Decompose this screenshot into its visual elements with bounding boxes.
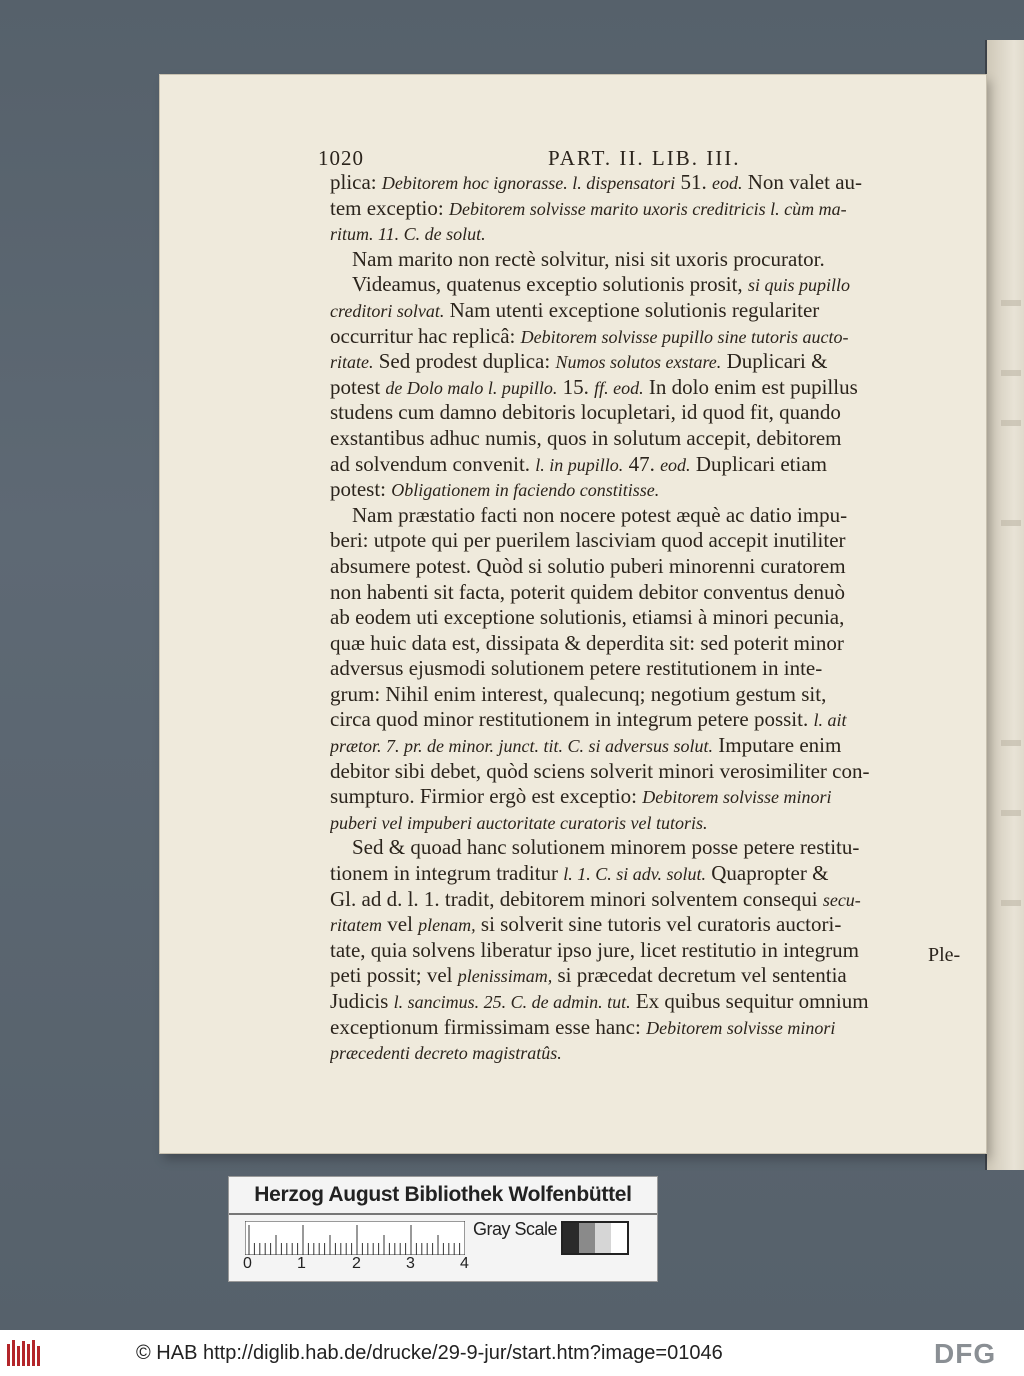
text-run: si solverit sine tutoris vel curatoris auctori- — [475, 912, 842, 937]
italic-citation: eod. — [660, 454, 691, 475]
text-run: Duplicari etiam — [690, 451, 828, 476]
text-run: vel — [382, 912, 419, 937]
text-run: exstantibus adhuc numis, quos in solutum accepit, debitorem — [330, 425, 842, 450]
text-run: Imputare enim — [713, 733, 842, 758]
text-line — [330, 1040, 960, 1066]
text-run: potest — [330, 374, 386, 399]
italic-citation: eod. — [711, 173, 743, 193]
italic-citation: l. in pupillo. — [535, 454, 624, 475]
text-line — [330, 1015, 960, 1041]
text-line — [330, 733, 960, 759]
text-line — [330, 810, 960, 836]
text-run: 15. — [557, 374, 595, 399]
gray-swatch — [611, 1223, 627, 1253]
text-line — [330, 605, 960, 631]
italic-citation: creditori solvat. — [330, 300, 445, 321]
italic-citation: plenam, — [418, 915, 476, 936]
text-run: beri: utpote qui per puerilem lasciviam quod accepit inutiliter — [330, 528, 846, 553]
text-run: tate, quia solvens liberatur ipso jure, licet restitutio in integrum — [330, 937, 859, 962]
text-run: exceptionum firmissimam esse hanc: — [330, 1014, 647, 1039]
text-line — [330, 682, 960, 708]
text-run: ad solvendum convenit. — [330, 451, 536, 476]
gray-swatch — [563, 1223, 579, 1253]
italic-citation: secu- — [822, 889, 861, 910]
text-run: Judicis — [330, 989, 394, 1013]
text-run: tem exceptio: — [330, 195, 449, 220]
text-run: adversus ejusmodi solutionem petere restitutionem in inte- — [330, 656, 823, 681]
text-line — [330, 835, 960, 861]
text-line — [330, 477, 960, 503]
text-run: absumere potest. Quòd si solutio puberi minorenni curatorem — [330, 553, 846, 578]
italic-citation: Debitorem hoc ignorasse. l. dispensatori — [381, 173, 676, 193]
copyright-url[interactable]: © HAB http://diglib.hab.de/drucke/29-9-jur/start.htm?image=01046 — [136, 1342, 723, 1364]
text-line — [330, 554, 960, 580]
hab-logo-icon — [6, 1338, 42, 1368]
ruler-number: 3 — [406, 1255, 415, 1272]
text-run: 51. — [675, 170, 712, 194]
facing-page-edge — [985, 40, 1024, 1170]
text-run: peti possit; vel — [330, 963, 458, 988]
text-line — [330, 887, 960, 913]
italic-citation: puberi vel impuberi auctoritate curatoris vel tutoris. — [330, 812, 708, 833]
italic-citation: l. sancimus. 25. C. de admin. tut. — [393, 992, 631, 1012]
text-line — [330, 375, 960, 401]
text-line — [330, 221, 960, 247]
italic-citation: ff. eod. — [594, 377, 644, 398]
ruler-number: 0 — [243, 1255, 252, 1272]
text-line — [330, 912, 960, 938]
text-line — [330, 349, 960, 375]
italic-citation: plenissimam, — [457, 966, 553, 987]
text-run: studens cum damno debitoris locupletari, id quod fit, quando — [330, 400, 841, 425]
ruler-number: 4 — [460, 1255, 469, 1272]
ruler — [245, 1221, 465, 1255]
text-line — [330, 170, 960, 196]
ruler-numbers — [229, 1255, 489, 1275]
page-body-text — [330, 170, 960, 1066]
text-line — [330, 298, 960, 324]
text-run: potest: — [330, 477, 392, 502]
italic-citation: l. ait — [813, 710, 847, 731]
italic-citation: prætor. 7. pr. de minor. junct. tit. C. si adversus solut. — [330, 736, 714, 757]
italic-citation: Debitorem solvisse minori — [646, 1017, 836, 1038]
text-run: grum: Nihil enim interest, qualecunq; negotium gestum sit, — [330, 681, 827, 706]
gray-scale-label: Gray Scale — [473, 1219, 558, 1239]
italic-citation: de Dolo malo l. pupillo. — [385, 377, 558, 398]
text-line — [330, 196, 960, 222]
text-line — [330, 580, 960, 606]
text-run: 47. — [623, 451, 661, 476]
text-line — [330, 272, 960, 298]
text-line — [330, 631, 960, 657]
ruler-number: 2 — [352, 1255, 361, 1272]
text-run: debitor sibi debet, quòd sciens solverit minori verosimiliter con- — [330, 758, 870, 783]
text-run: occurritur hac replicâ: — [330, 323, 521, 348]
text-line — [330, 324, 960, 350]
text-line — [330, 656, 960, 682]
italic-citation: ritate. — [330, 352, 374, 373]
gray-swatch — [579, 1223, 595, 1253]
ruler-number: 1 — [297, 1255, 306, 1272]
text-run: Nam utenti exceptione solutionis regulariter — [444, 297, 820, 322]
text-run: Quapropter & — [705, 861, 829, 886]
text-line — [330, 503, 960, 529]
text-run: sumpturo. Firmior ergò est exceptio: — [330, 784, 643, 809]
italic-citation: Debitorem solvisse minori — [642, 787, 832, 808]
italic-citation: Numos solutos exstare. — [555, 352, 722, 373]
footer-bar — [0, 1330, 1024, 1376]
text-line — [330, 707, 960, 733]
gray-scale-swatches — [561, 1221, 629, 1255]
text-run: quæ huic data est, dissipata & deperdita sit: sed poterit minor — [330, 630, 844, 655]
catchword: Ple- — [928, 944, 961, 966]
text-line — [330, 426, 960, 452]
text-line — [330, 247, 960, 273]
italic-citation: Debitorem solvisse pupillo sine tutoris aucto- — [520, 326, 849, 347]
text-run: Videamus, quatenus exceptio solutionis prosit, — [352, 272, 748, 297]
text-line — [330, 784, 960, 810]
text-run: Ex quibus sequitur omnium — [630, 989, 869, 1013]
text-line — [330, 452, 960, 478]
library-color-card — [228, 1176, 658, 1282]
text-run: Sed prodest duplica: — [373, 349, 556, 374]
text-run: tionem in integrum traditur — [330, 861, 564, 886]
italic-citation: præcedenti decreto magistratûs. — [330, 1043, 562, 1064]
text-line — [330, 528, 960, 554]
text-run: non habenti sit facta, poterit quidem debitor conventus denuò — [330, 579, 845, 604]
text-run: Nam marito non rectè solvitur, nisi sit uxoris procurator. — [352, 246, 825, 271]
text-run: Duplicari & — [721, 349, 828, 374]
text-run: In dolo enim est pupillus — [643, 374, 858, 399]
text-line — [330, 400, 960, 426]
dfg-logo: DFG — [934, 1338, 997, 1369]
text-run: ab eodem uti exceptione solutionis, etiamsi à minori pecunia, — [330, 605, 845, 630]
italic-citation: ritum. 11. C. de solut. — [330, 224, 486, 245]
text-run: Non valet au- — [742, 170, 863, 194]
text-run: Sed & quoad hanc solutionem minorem posse petere restitu- — [352, 835, 860, 860]
gray-swatch — [595, 1223, 611, 1253]
page-number: 1020 — [318, 146, 364, 170]
italic-citation: l. 1. C. si adv. solut. — [563, 864, 706, 885]
card-divider — [229, 1213, 657, 1215]
text-line — [330, 989, 960, 1015]
text-run: Nam præstatio facti non nocere potest æquè ac datio impu- — [352, 502, 848, 527]
library-name: Herzog August Bibliothek Wolfenbüttel — [254, 1183, 632, 1206]
italic-citation: Debitorem solvisse marito uxoris creditricis l. cùm ma- — [448, 198, 847, 219]
running-head: PART. II. LIB. III. — [548, 146, 741, 170]
italic-citation: Obligationem in faciendo constitisse. — [391, 480, 660, 501]
text-run: si præcedat decretum vel sententia — [552, 963, 847, 988]
italic-citation: si quis pupillo — [747, 275, 850, 296]
text-line — [330, 759, 960, 785]
text-line — [330, 861, 960, 887]
text-line — [330, 963, 960, 989]
italic-citation: ritatem — [330, 915, 382, 936]
text-run: plica: — [330, 170, 382, 194]
text-run: Gl. ad d. l. 1. tradit, debitorem minori solventem consequi — [330, 886, 823, 911]
text-run: circa quod minor restitutionem in integrum petere possit. — [330, 707, 814, 732]
text-line — [330, 938, 960, 964]
